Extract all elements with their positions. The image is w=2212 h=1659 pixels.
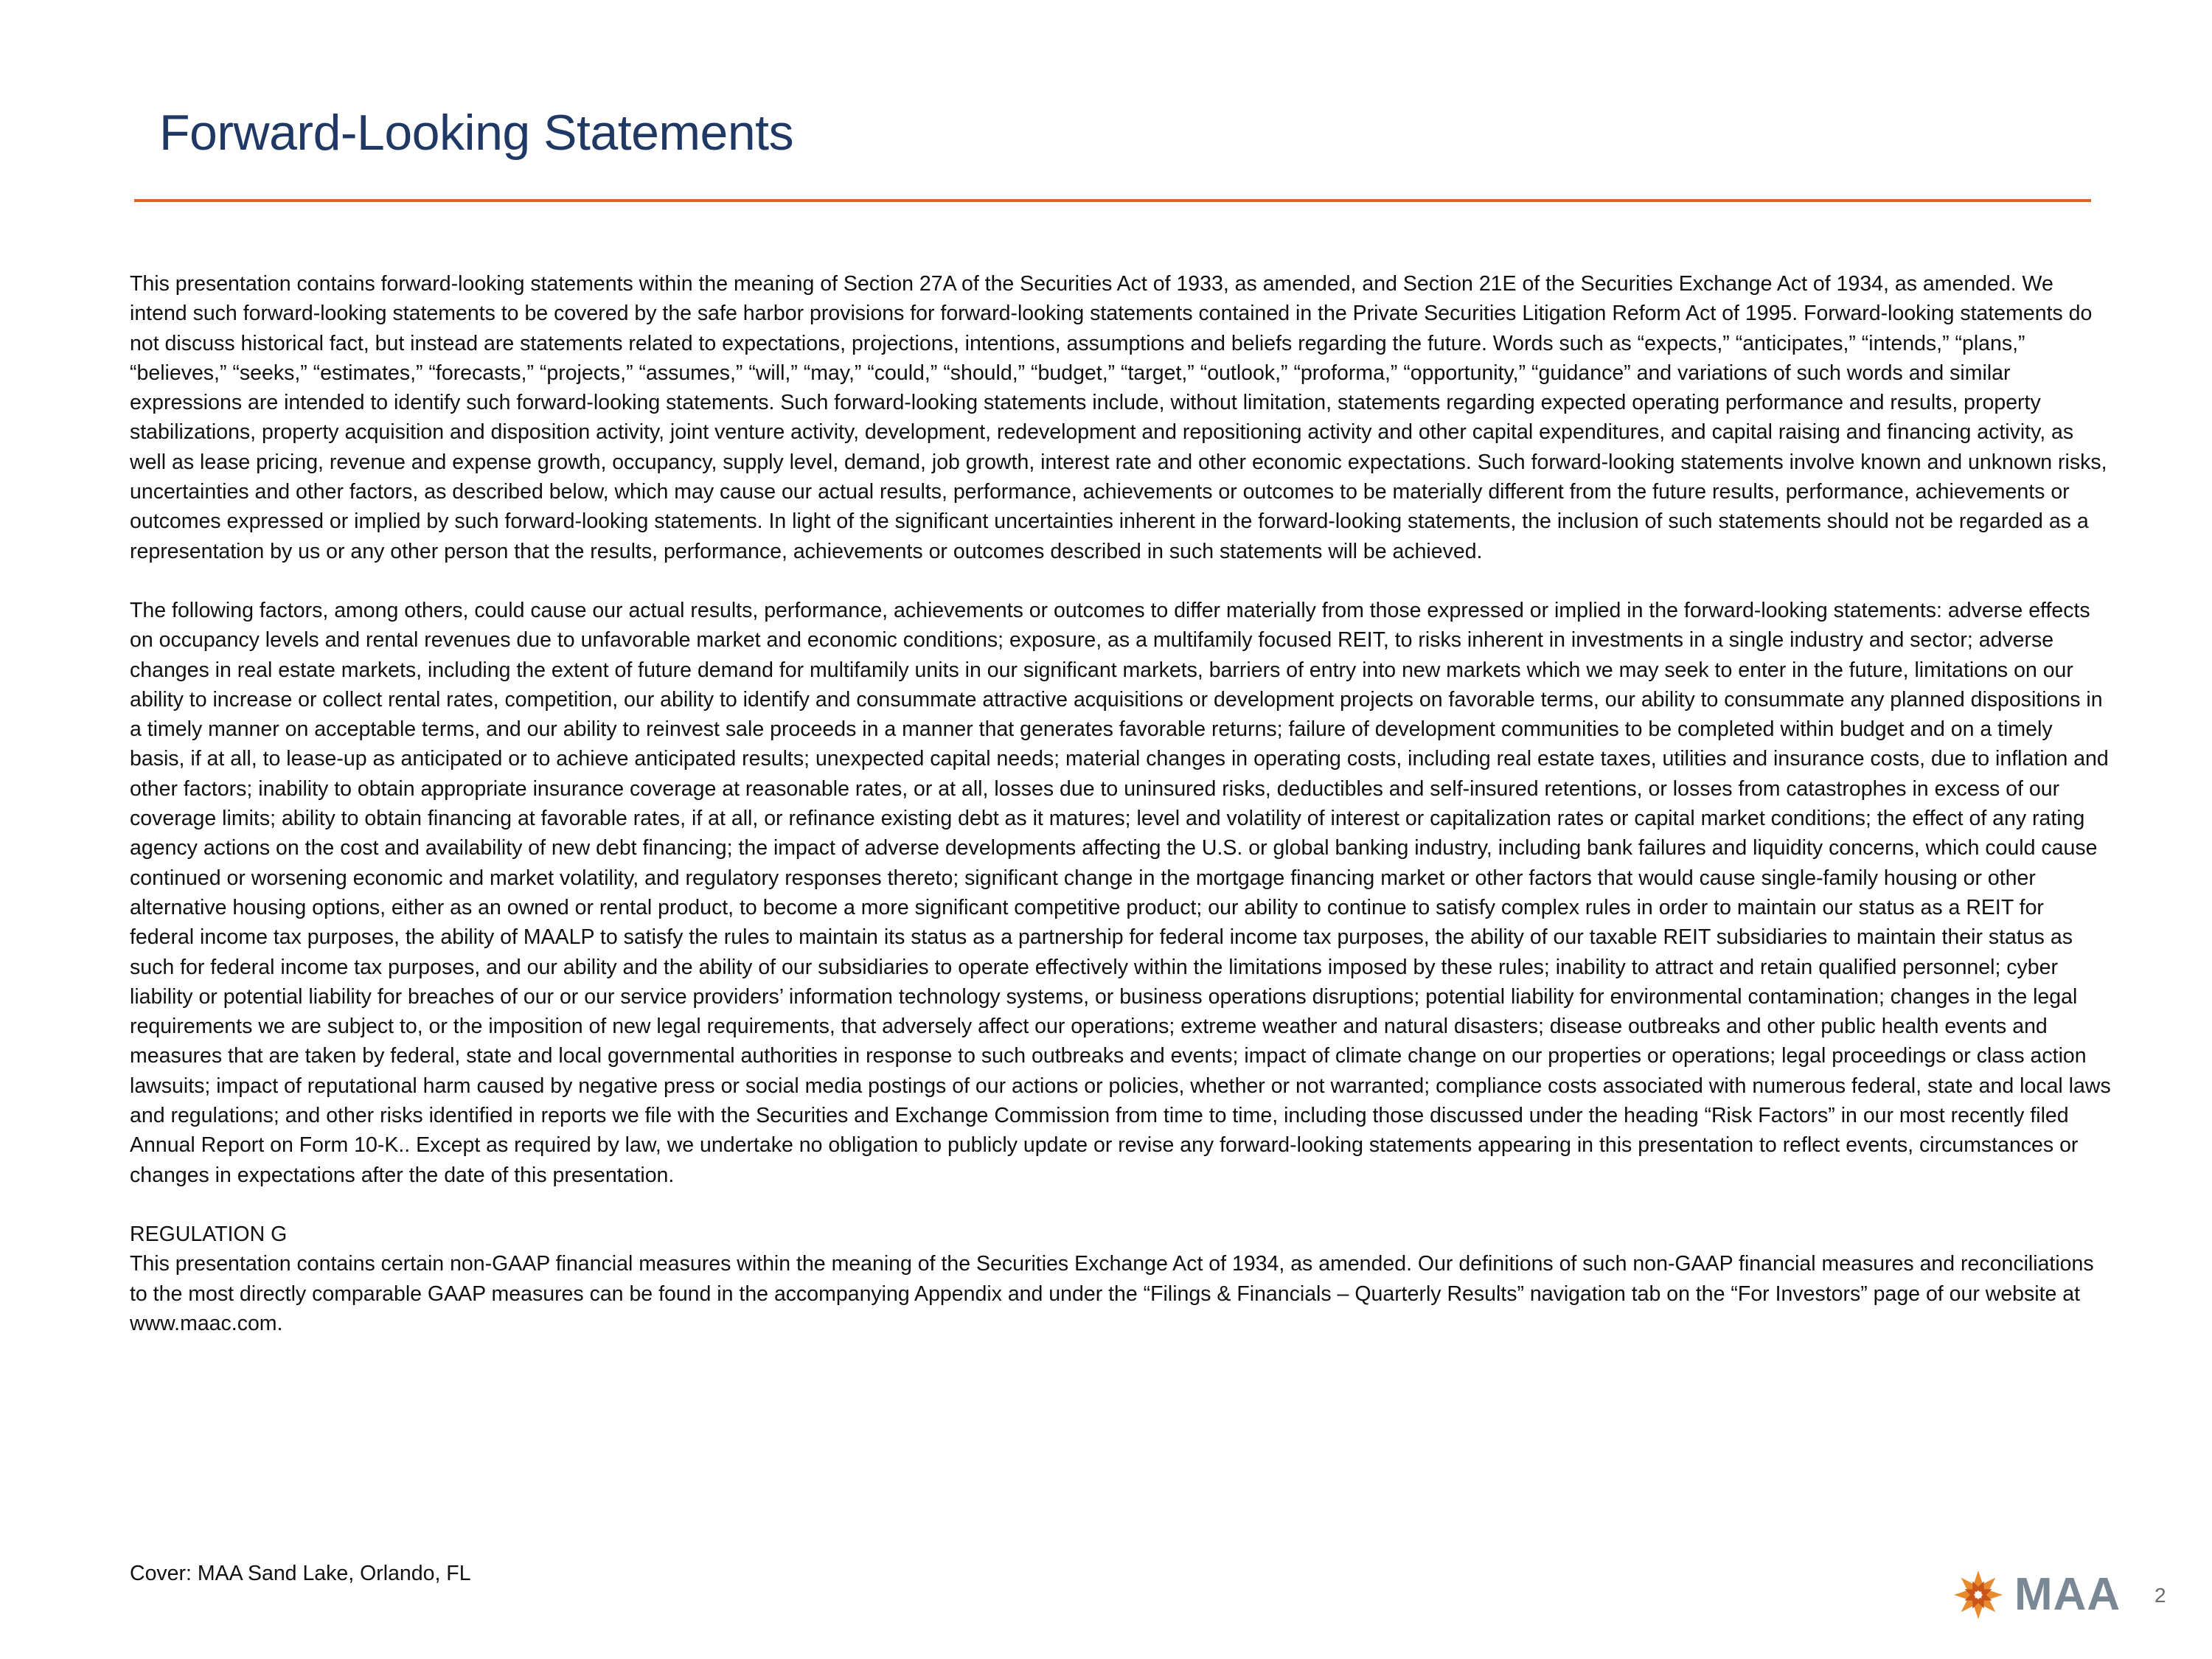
title-divider (134, 199, 2091, 202)
cover-note: Cover: MAA Sand Lake, Orlando, FL (130, 1562, 471, 1585)
risk-factors-paragraph: The following factors, among others, could cause our actual results, performance, achievements or outcomes to differ materially from those expressed or implied in the forward-looking statements: adverse effects on occupancy levels and rental revenues due to unfavorable market and economic conditions; exposure, as a multifamily focused REIT, to risks inherent in investments in a single industry and sector; adverse changes in real estate markets, including the extent of future demand for multifamily units in our significant markets, barriers of entry into new markets which we may seek to enter in the future, limitations on our ability to increase or collect rental rates, competition, our ability to identify and consummate attractive acquisitions or development projects on favorable terms, our ability to consummate any planned dispositions in a timely manner on acceptable terms, and our ability to reinvest sale proceeds in a manner that generates favorable returns; failure of development communities to be completed within budget and on a timely basis, if at all, to lease-up as anticipated or to achieve anticipated results; unexpected capital needs; material changes in operating costs, including real estate taxes, utilities and insurance costs, due to inflation and other factors; inability to obtain appropriate insurance coverage at reasonable rates, or at all, losses due to uninsured risks, deductibles and self-insured retentions, or losses from catastrophes in excess of our coverage limits; ability to obtain financing at favorable rates, if at all, or refinance existing debt as it matures; level and volatility of interest or capitalization rates or capital market conditions; the effect of any rating agency actions on the cost and availability of new debt financing; the impact of adverse developments affecting the U.S. or global banking industry, including bank failures and liquidity concerns, which could cause continued or worsening economic and market volatility, and regulatory responses thereto; significant change in the mortgage financing market or other factors that would cause single-family housing or other alternative housing options, either as an owned or rental product, to become a more significant competitive product; our ability to continue to satisfy complex rules in order to maintain our status as a REIT for federal income tax purposes, the ability of MAALP to satisfy the rules to maintain its status as a partnership for federal income tax purposes, the ability of our taxable REIT subsidiaries to maintain their status as such for federal income tax purposes, and our ability and the ability of our subsidiaries to operate effectively within the limitations imposed by these rules; inability to attract and retain qualified personnel; cyber liability or potential liability for breaches of our or our service providers’ information technology systems, or business operations disruptions; potential liability for environmental contamination; changes in the legal requirements we are subject to, or the imposition of new legal requirements, that adversely affect our operations; extreme weather and natural disasters; disease outbreaks and other public health events and measures that are taken by federal, state and local governmental authorities in response to such outbreaks and events; impact of climate change on our properties or operations; legal proceedings or class action lawsuits; impact of reputational harm caused by negative press or social media postings of our actions or policies, whether or not warranted; compliance costs associated with numerous federal, state and local laws and regulations; and other risks identified in reports we file with the Securities and Exchange Commission from time to time, including those discussed under the heading “Risk Factors” in our most recently filed Annual Report on Form 10-K.. Except as required by law, we undertake no obligation to publicly update or revise any forward-looking statements appearing in this presentation to reflect events, circumstances or changes in expectations after the date of this presentation. (130, 598, 2111, 1187)
forward-looking-paragraph: This presentation contains forward-looking statements within the meaning of Section 27A of the Securities Act of 1933, as amended, and Section 21E of the Securities Exchange Act of 1934, as amended. We intend such forward-looking statements to be covered by the safe harbor provisions for forward-looking statements contained in the Private Securities Litigation Reform Act of 1995. Forward-looking statements do not discuss historical fact, but instead are statements related to expectations, projections, intentions, assumptions and beliefs regarding the future. Words such as “expects,” “anticipates,” “intends,” “plans,” “believes,” “seeks,” “estimates,” “forecasts,” “projects,” “assumes,” “will,” “may,” “could,” “should,” “budget,” “target,” “outlook,” “proforma,” “opportunity,” “guidance” and variations of such words and similar expressions are intended to identify such forward-looking statements. Such forward-looking statements include, without limitation, statements regarding expected operating performance and results, property stabilizations, property acquisition and disposition activity, joint venture activity, development, redevelopment and repositioning activity and other capital expenditures, and capital raising and financing activity, as well as lease pricing, revenue and expense growth, occupancy, supply level, demand, job growth, interest rate and other economic expectations. Such forward-looking statements involve known and unknown risks, uncertainties and other factors, as described below, which may cause our actual results, performance, achievements or outcomes to be materially different from the future results, performance, achievements or outcomes expressed or implied by such forward-looking statements. In light of the significant uncertainties inherent in the forward-looking statements, the inclusion of such statements should not be regarded as a representation by us or any other person that the results, performance, achievements or outcomes described in such statements will be achieved. (130, 272, 2107, 563)
regulation-g-heading: REGULATION G (130, 1222, 288, 1246)
maa-starburst-icon (1952, 1569, 2004, 1621)
disclaimer-body (130, 269, 2112, 1338)
maa-logo (1952, 1569, 2121, 1621)
page-title: Forward-Looking Statements (159, 105, 794, 161)
regulation-g-paragraph: This presentation contains certain non-GAAP financial measures within the meaning of the Securities Exchange Act of 1934, as amended. Our definitions of such non-GAAP financial measures and reconciliations to the most directly comparable GAAP measures can be found in the accompanying Appendix and under the “Filings & Financials – Quarterly Results” navigation tab on the “For Investors” page of our website at www.maac.com. (130, 1252, 2094, 1335)
page-number: 2 (2154, 1584, 2166, 1607)
logo-wordmark: MAA (2014, 1569, 2121, 1620)
